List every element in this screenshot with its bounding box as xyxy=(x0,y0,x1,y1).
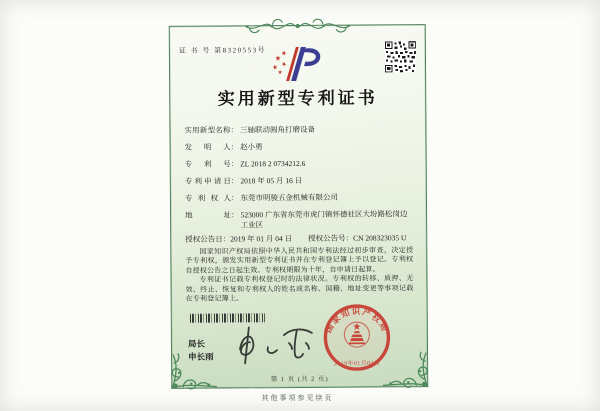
certificate-number-prefix: 证 书 号 xyxy=(178,46,211,55)
field-label: 发明人 xyxy=(184,142,231,152)
legal-paragraph-2: 专利证书记载专利权登记时的法律状况。专利权的转移、质押、无效、终止、恢复和专利权人的姓名或名称、国籍、地址变更等事项记载在专利登记簿上。 xyxy=(185,274,414,303)
field-label: 地址 xyxy=(185,210,232,220)
cnipa-patent-logo-icon xyxy=(269,45,321,83)
page-number-footer: 第 1 页 (共 2 页) xyxy=(270,375,329,384)
field-value-address: 523000 广东省东莞市虎门镇怀德社区大坋路松岗边工业区 xyxy=(240,209,408,230)
floral-ornament-top xyxy=(239,14,355,39)
certificate-frame xyxy=(169,24,429,389)
director-name: 申长雨 xyxy=(188,351,214,362)
field-value-inventor: 赵小勇 xyxy=(240,142,263,152)
certificate-number-value: 第8320553号 xyxy=(214,46,267,55)
field-colon: ： xyxy=(230,159,239,169)
director-title: 局长 xyxy=(187,338,206,349)
official-seal xyxy=(321,301,394,374)
field-colon: ： xyxy=(231,210,239,220)
field-row-address xyxy=(185,209,413,231)
field-row-name xyxy=(184,124,412,136)
certificate-title: 实用新型专利证书 xyxy=(217,88,378,109)
field-label: 专利申请日 xyxy=(184,176,231,186)
grant-no-value: CN 208323035 U xyxy=(353,233,407,243)
continuation-note: 其他事项参见续页 xyxy=(261,394,334,402)
field-colon: ： xyxy=(222,234,231,244)
director-signature xyxy=(230,321,325,370)
field-colon: ： xyxy=(230,125,238,135)
grant-date-value: 2019 年 01 月 04 日 xyxy=(230,234,293,244)
certificate-fields xyxy=(184,124,413,304)
field-colon: ： xyxy=(345,233,354,243)
grant-no-label: 授权公告号 xyxy=(308,233,346,243)
field-colon: ： xyxy=(230,142,239,152)
legal-paragraph-1: 国家知识产权局依照中华人民共和国专利法经过初步审查，决定授予专利权，颁发实用新型专利证书并在专利登记簿上予以登记。专利权自授权公告之日起生效。专利权期限为十年，自申请日起算。 xyxy=(185,246,414,275)
field-value-patent-no: ZL 2018 2 0734212.6 xyxy=(240,158,306,169)
field-row-inventor xyxy=(185,141,413,153)
field-colon: ： xyxy=(230,176,239,186)
field-value-filing-date: 2018 年 05 月 16 日 xyxy=(240,175,303,186)
field-row-patentee xyxy=(185,192,413,204)
field-row-patent-no xyxy=(185,158,413,170)
grant-row xyxy=(185,233,413,245)
seal-agency-text: 国家知识产权局 xyxy=(323,307,390,335)
qr-code xyxy=(385,41,416,72)
legal-paragraphs xyxy=(185,246,413,304)
field-colon: ： xyxy=(230,193,239,203)
field-label: 实用新型名称 xyxy=(184,125,231,135)
field-value-patentee: 东莞市明骏五金机械有限公司 xyxy=(240,192,338,203)
field-label: 专利号 xyxy=(184,159,231,169)
field-label: 专利权人 xyxy=(184,193,231,203)
seal-date: 2019年01月04日 xyxy=(333,360,381,368)
certificate-number xyxy=(179,45,266,56)
grant-date-label: 授权公告日 xyxy=(185,234,223,244)
field-value-invention-name: 三轴联动圆角打磨设备 xyxy=(239,124,315,135)
field-row-filing-date xyxy=(185,175,413,187)
